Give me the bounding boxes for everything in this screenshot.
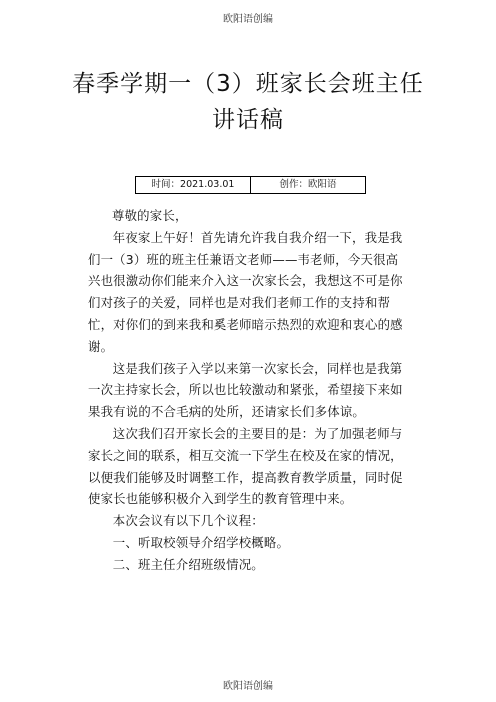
document-title xyxy=(0,66,496,138)
agenda-intro: 本次会议有以下几个议程： xyxy=(112,513,264,529)
agenda-item: 一、听取校领导介绍学校概略。 xyxy=(112,534,290,550)
paragraph: 年夜家上午好！首先请允许我自我介绍一下，我是我们一（3）班的班主任兼语文老师——韦老师，今天很高兴也很激动你们能来介入这一次家长会，我想这不可是你们对孩子的关爱，同样也是对我们老师工作的支持和帮忙，对你们的到来我和奚老师暗示热烈的欢迎和衷心的感谢。 xyxy=(88,229,403,354)
title-line-2: 讲话稿 xyxy=(212,107,284,133)
agenda-item: 二、班主任介绍班级情况。 xyxy=(112,556,264,572)
paragraph: 这是我们孩子入学以来第一次家长会，同样也是我第一次主持家长会，所以也比较激动和紧张，希望接下来如果我有说的不合毛病的处所，还请家长们多体谅。 xyxy=(88,360,403,420)
page-header: 欧阳语创编 xyxy=(223,14,273,25)
paragraph: 这次我们召开家长会的主要目的是：为了加强老师与家长之间的联系，相互交流一下学生在校及在家的情况，以便我们能够及时调整工作，提高教育教学质量，同时促使家长也能够积极介入到学生的教育管理中来。 xyxy=(88,425,403,507)
meta-table xyxy=(135,176,366,194)
page-footer: 欧阳语创编 xyxy=(223,681,273,692)
meta-author: 创作：欧阳语 xyxy=(250,177,365,193)
meta-time: 时间：2021.03.01 xyxy=(151,179,235,190)
title-line-1: 春季学期一（3）班家长会班主任 xyxy=(72,71,424,97)
document-body xyxy=(88,205,410,576)
salutation: 尊敬的家长， xyxy=(112,208,188,223)
